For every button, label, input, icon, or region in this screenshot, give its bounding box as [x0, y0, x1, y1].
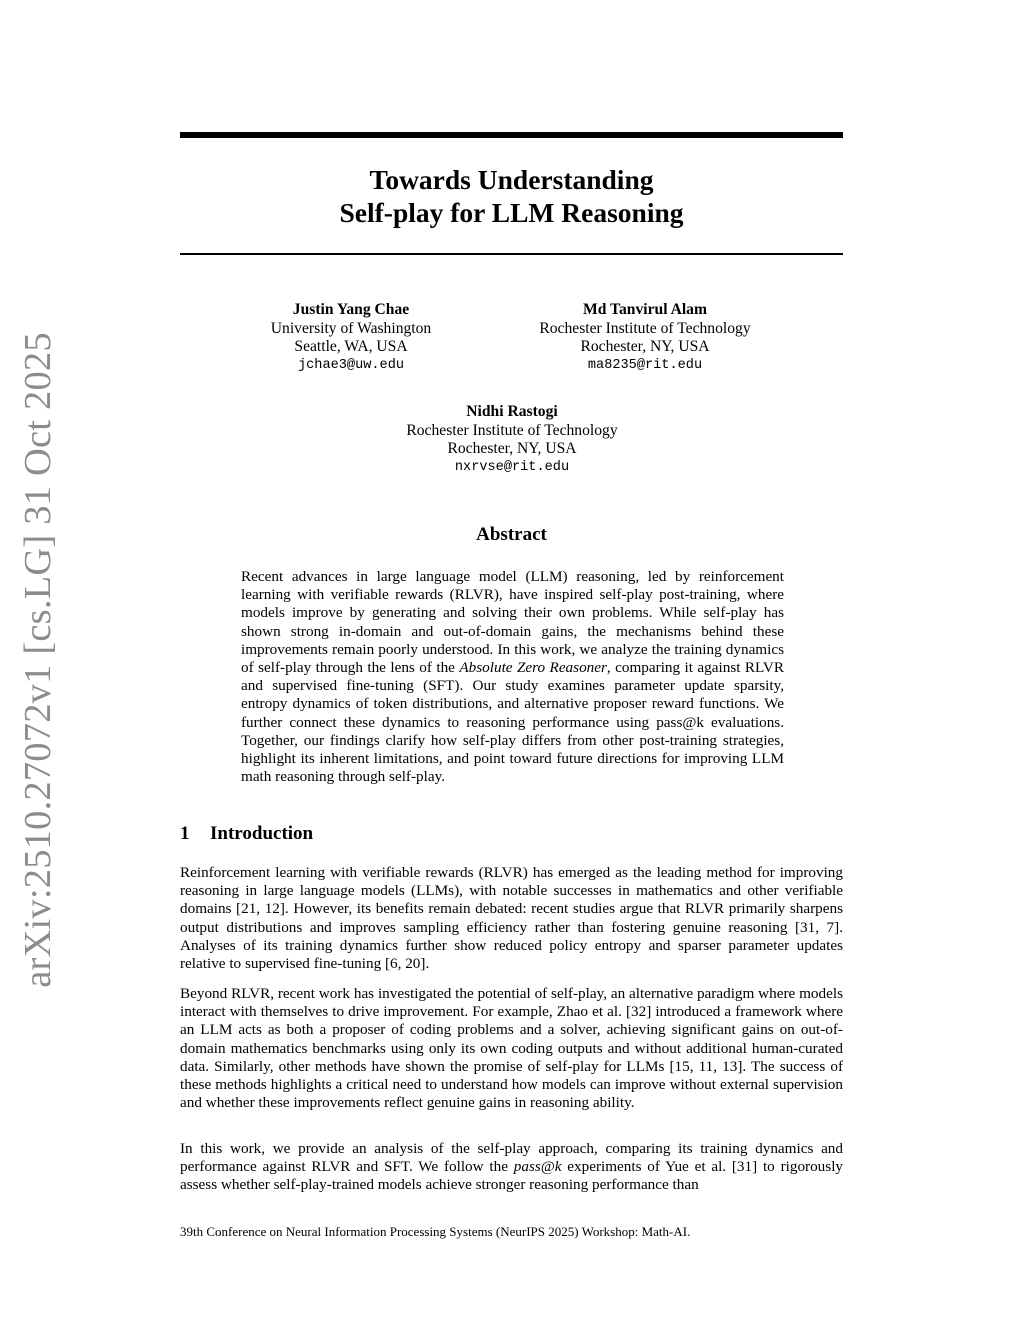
intro-paragraph-3: [180, 1140, 843, 1195]
section-number: 1: [180, 823, 190, 844]
title-rule-top: [180, 132, 843, 138]
author-block: [221, 301, 481, 375]
author-name: Md Tanvirul Alam: [583, 301, 707, 318]
section-title: Introduction: [210, 823, 314, 844]
author-email[interactable]: nxrvse@rit.edu: [454, 459, 570, 475]
conference-footnote: 39th Conference on Neural Information Processing Systems (NeurIPS 2025) Workshop: Math-AI.: [180, 1224, 691, 1239]
title-line-1: Towards Understanding: [369, 164, 654, 195]
abstract-heading: Abstract: [476, 524, 547, 545]
author-location: Rochester, NY, USA: [580, 338, 710, 355]
section-heading: [180, 823, 313, 845]
p3-text-before: In this work, we provide an analysis of the self-play approach, comparing its training dynamics and performance against RLVR and SFT. We follow the: [180, 1140, 843, 1176]
abstract-text-after: , comparing it against RLVR and supervised fine-tuning (SFT). Our study examines parameter update sparsity, entropy dynamics of token distributions, and alternative proposer reward functions. We further connect these dynamics to reasoning performance using pass@k evaluations. Together, our findings clarify how self-play differs from other post-training strategies, highlight its inherent limitations, and point toward future directions for improving LLM math reasoning through self-play.: [241, 659, 784, 786]
intro-paragraph-1: Reinforcement learning with verifiable rewards (RLVR) has emerged as the leading method for improving reasoning in large language models (LLMs), with notable successes in mathematics and other verifiable domains [21, 12]. However, its benefits remain debated: recent studies argue that RLVR primarily sharpens output distributions and improves sampling efficiency rather than fostering genuine reasoning [31, 7]. Analyses of its training dynamics further show reduced policy entropy and sparser parameter updates relative to supervised fine-tuning [6, 20].: [180, 864, 843, 973]
author-block: [382, 403, 642, 477]
author-affiliation: Rochester Institute of Technology: [539, 319, 751, 337]
author-location: Seattle, WA, USA: [294, 338, 408, 355]
intro-paragraph-2: Beyond RLVR, recent work has investigated the potential of self-play, an alternative paradigm where models interact with themselves to drive improvement. For example, Zhao et al. [32] introduced a framework where an LLM acts as both a proposer of coding problems and a solver, achieving significant gains on out-of-domain mathematics benchmarks using only its own coding outputs and without additional human-curated data. Similarly, other methods have shown the promise of self-play for LLMs [15, 11, 13]. The success of these methods highlights a critical need to understand how models can improve without external supervision and whether these improvements reflect genuine gains in reasoning ability.: [180, 985, 843, 1112]
author-affiliation: University of Washington: [270, 319, 432, 337]
p3-emphasis: pass@k: [513, 1158, 562, 1176]
abstract-emphasis: Absolute Zero Reasoner: [459, 659, 607, 677]
author-block: [515, 301, 775, 375]
author-name: Justin Yang Chae: [292, 301, 410, 318]
paper-title: [180, 163, 843, 229]
author-email[interactable]: jchae3@uw.edu: [297, 357, 405, 373]
title-line-2: Self-play for LLM Reasoning: [339, 197, 684, 228]
arxiv-id[interactable]: arXiv:2510.27072v1 [cs.LG] 31 Oct 2025: [17, 332, 59, 988]
author-email[interactable]: ma8235@rit.edu: [587, 357, 703, 373]
author-location: Rochester, NY, USA: [447, 440, 577, 457]
abstract-body: [241, 568, 784, 786]
author-affiliation: Rochester Institute of Technology: [406, 421, 618, 439]
author-name: Nidhi Rastogi: [466, 403, 558, 420]
title-rule-bottom: [180, 253, 843, 255]
p3-text-after: experiments of Yue et al. [31] to rigorously assess whether self-play-trained models achieve stronger reasoning performance than: [180, 1158, 844, 1194]
abstract-text-before: Recent advances in large language model (LLM) reasoning, led by reinforcement learning with verifiable rewards (RLVR), have inspired self-play post-training, where models improve by generating and solving their own problems. While self-play has shown strong in-domain and out-of-domain gains, the mechanisms behind these improvements remain poorly understood. In this work, we analyze the training dynamics of self-play through the lens of the: [241, 568, 784, 677]
